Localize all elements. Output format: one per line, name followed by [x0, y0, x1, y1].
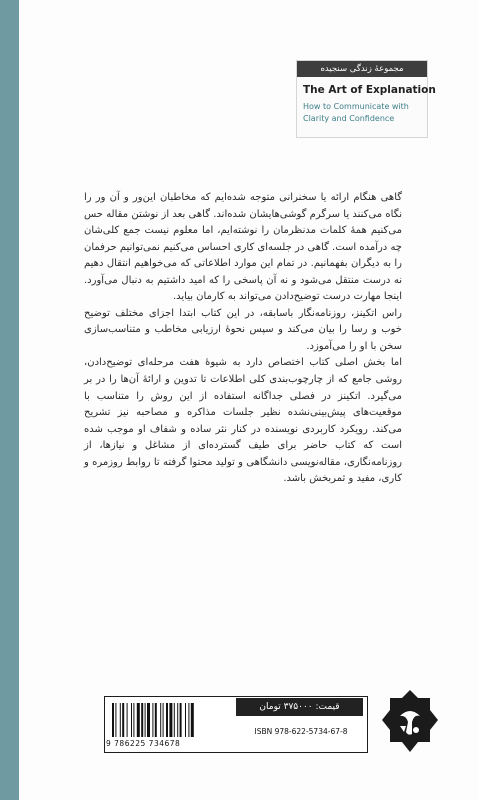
back-cover-blurb — [84, 190, 402, 488]
price-label: قیمت: ۳۷۵۰۰۰ تومان — [236, 698, 363, 716]
blurb-paragraph-3: اما بخش اصلی کتاب اختصاص دارد به شیوهٔ هفت مرحله‌ای توضیح‌دادن، روشی جامع که از چارچوب‌بندی کلی اطلاعات تا تدوین و ارائهٔ آن‌ها را در بر می‌گیرد. اتکینز در فصلی جداگانه استفاده از این روش را متناسب با موقعیت‌های پیش‌بینی‌نشده نظیر جلسات مذاکره و مصاحبه نیز تشریح می‌کند. رویکرد کاربردی نویسنده در کنار نثر ساده و شفاف او موجب شده است که کتاب حاضر برای طیف گسترده‌ای از مشاغل و نیازها، از روزنامه‌نگاری، مقاله‌نویسی دانشگاهی و تولید محتوا گرفته تا روابط روزمره و کاری، مفید و ثمربخش باشد. — [84, 357, 402, 485]
series-box — [296, 60, 436, 138]
blurb-paragraph-2: راس اتکینز، روزنامه‌نگار باسابقه، در این کتاب ابتدا اجزای مختلف توضیح خوب و رسا را بیان می‌کند و سپس نحوهٔ ارزیابی مخاطب و متناسب‌سازی سخن با او را می‌آموزد. — [84, 307, 402, 352]
english-subtitle — [303, 101, 427, 125]
blurb-paragraph-1: گاهی هنگام ارائه یا سخنرانی متوجه شده‌ایم که مخاطبان این‌ور و آن ور را نگاه می‌کنند یا سرگرم گوشی‌هایشان شده‌اند. گاهی بعد از نوشتن مقاله حس می‌کنیم همهٔ کلمات مدنظرمان را نوشته‌ایم، اما معلوم نیست جمع کلی‌شان چه درآمده است. گاهی در جلسه‌ای کاری احساس می‌کنیم نمی‌توانیم حرفمان را به دیگران بفهمانیم. در تمام این موارد اطلاعاتی که می‌خواهیم انتقال دهیم نه درست منتقل می‌شود و نه آن پاسخی را که امید داشتیم به دنبال می‌آورد. اینجا مهارت درست توضیح‌دادن می‌تواند به کارمان بیاید. — [84, 192, 402, 303]
english-subtitle-line-1: How to Communicate with — [303, 102, 409, 111]
english-title: The Art of Explanation — [303, 84, 436, 96]
publisher-logo-icon — [378, 688, 442, 758]
spine-strip — [0, 0, 19, 800]
isbn-text: ISBN 978-622-5734-67-8 — [254, 727, 348, 736]
barcode-graphic — [110, 703, 230, 737]
barcode-number: 9 786225 734678 — [106, 739, 181, 748]
english-subtitle-line-2: Clarity and Confidence — [303, 114, 395, 123]
series-label: مجموعهٔ زندگی سنجیده — [297, 61, 427, 77]
